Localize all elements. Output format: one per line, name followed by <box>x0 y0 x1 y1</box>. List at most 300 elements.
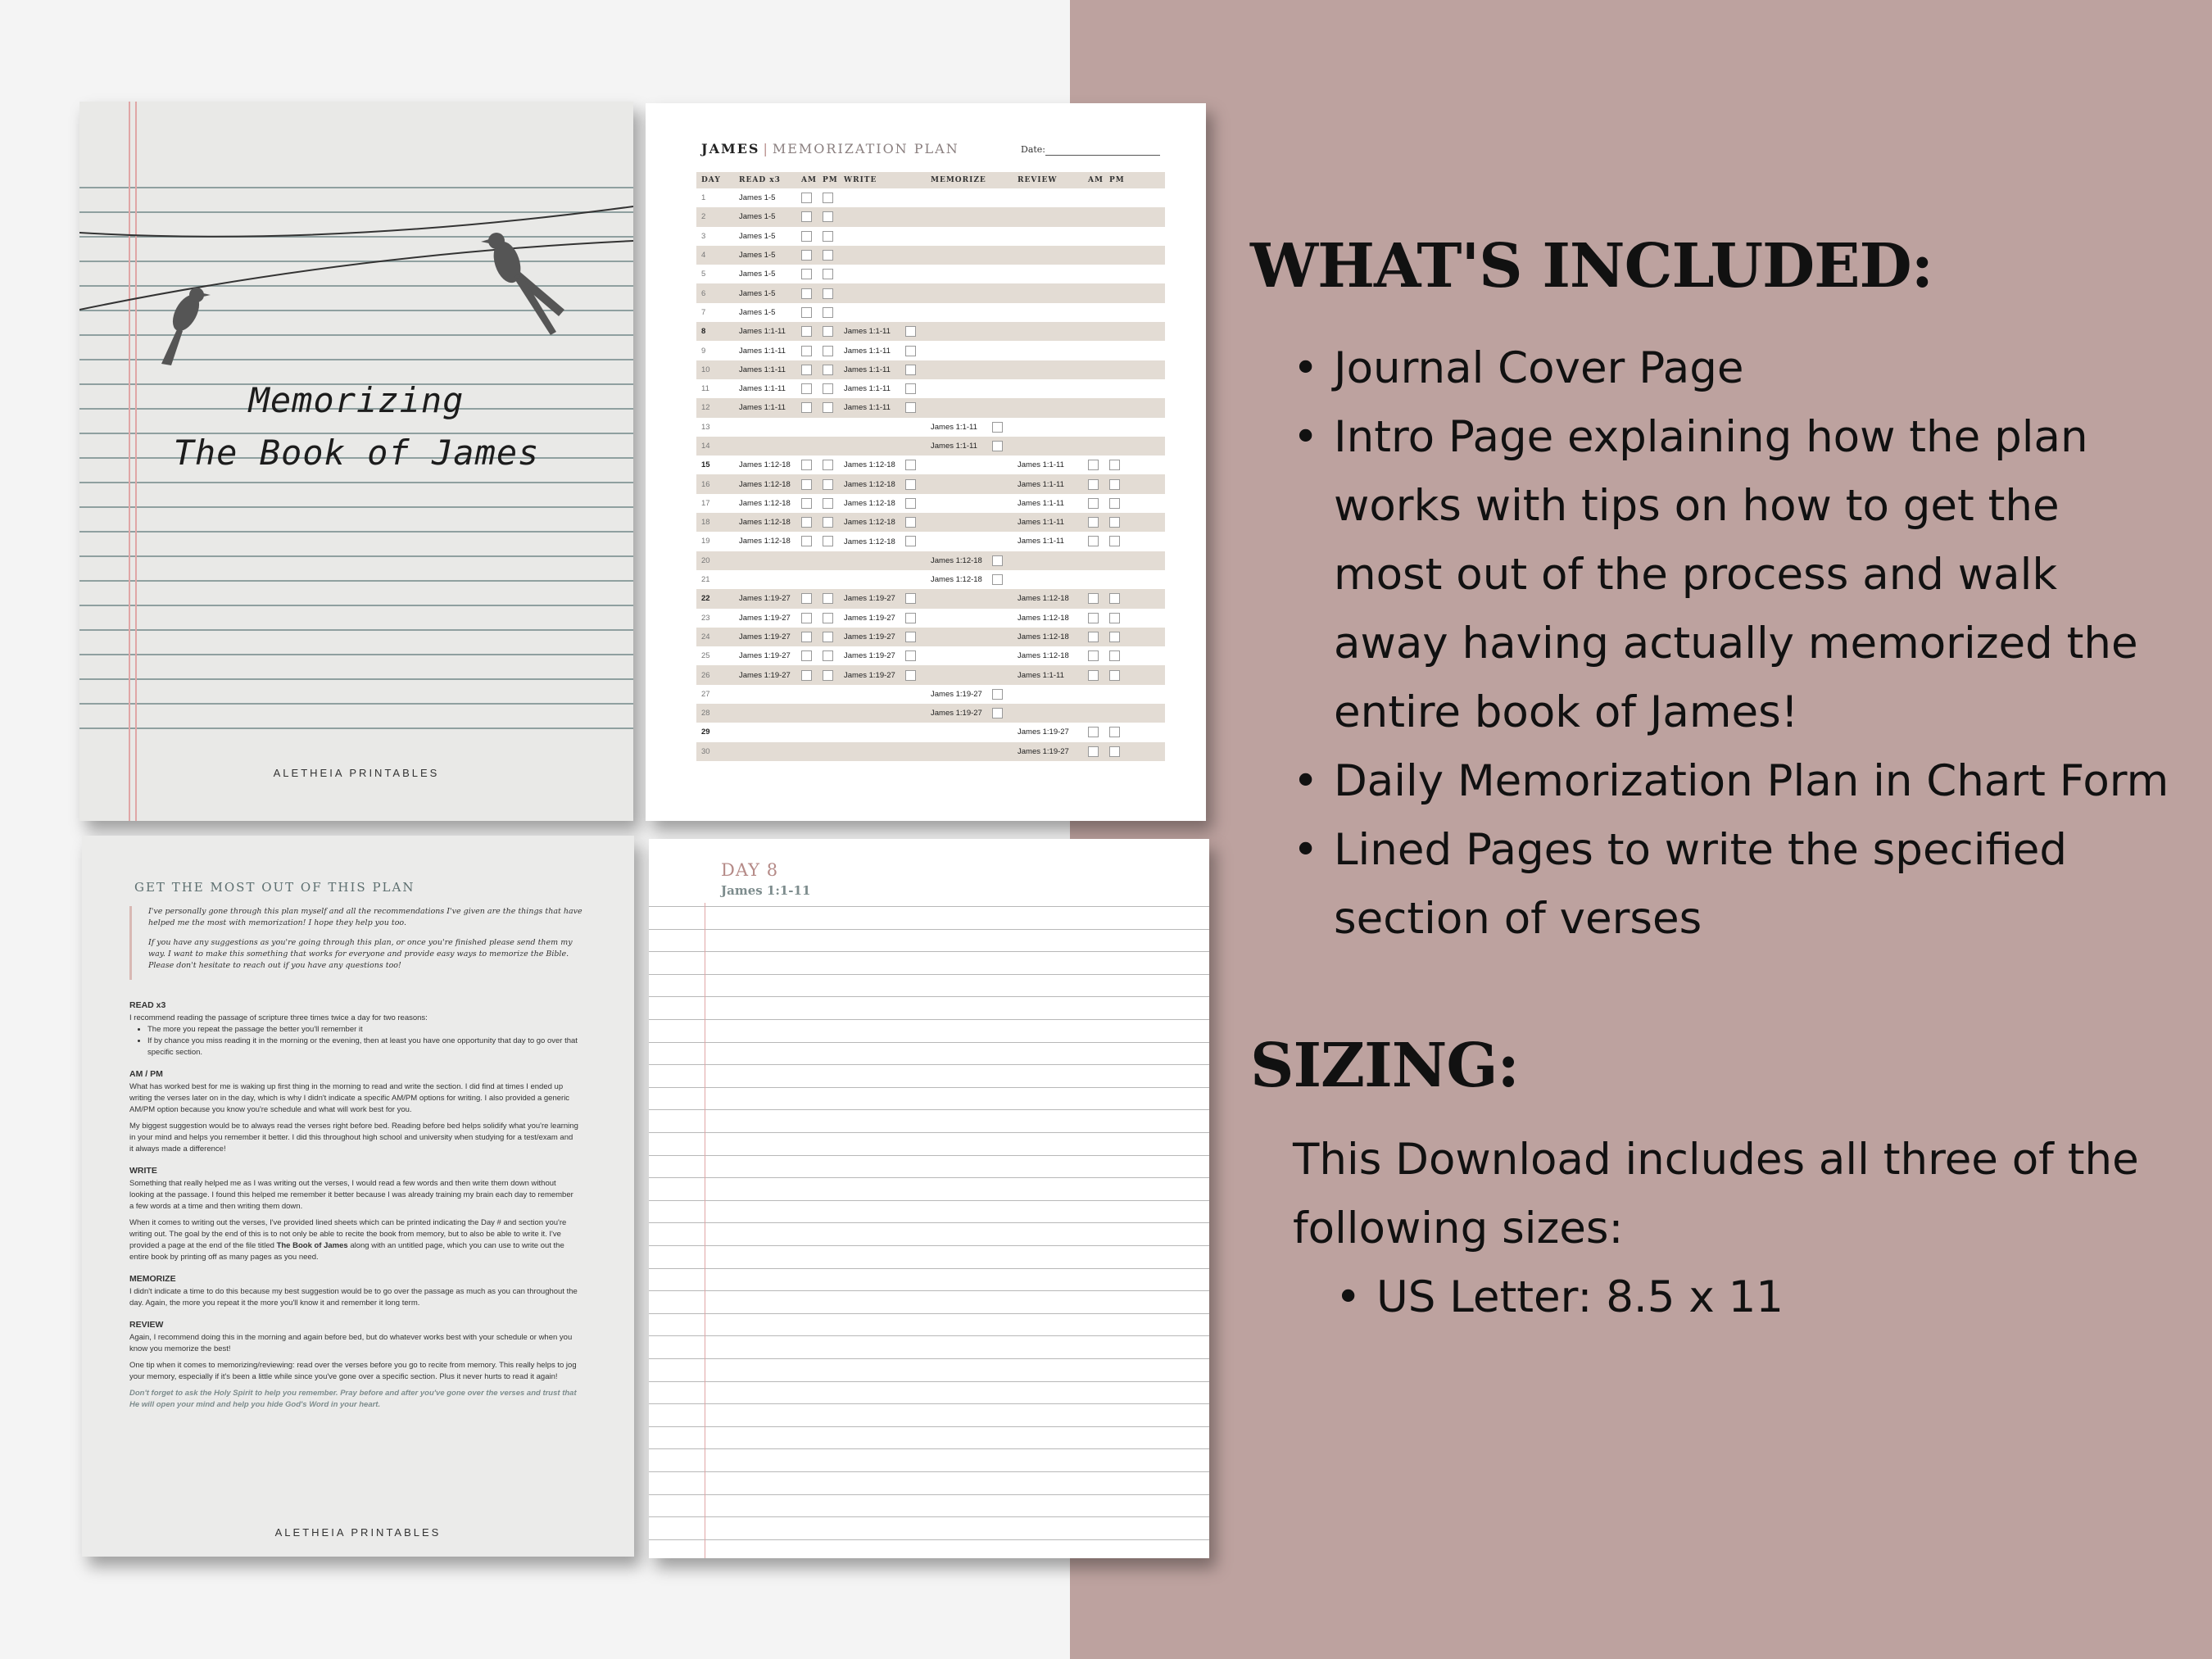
intro-page-preview <box>82 836 634 1557</box>
checkbox[interactable] <box>823 211 833 222</box>
plan-cell <box>818 513 839 532</box>
checkbox[interactable] <box>823 632 833 642</box>
checkbox[interactable] <box>823 383 833 394</box>
plan-cell <box>1104 303 1165 322</box>
checkbox[interactable] <box>801 250 812 261</box>
plan-cell <box>796 628 818 646</box>
write-value: James 1:1-11 <box>844 365 891 374</box>
plan-cell <box>818 532 839 551</box>
checkbox[interactable] <box>823 479 833 490</box>
checkbox[interactable] <box>992 689 1003 700</box>
plan-cell <box>926 437 1013 456</box>
writing-line <box>649 1516 1209 1517</box>
plan-cell <box>734 723 796 741</box>
column-header: PM <box>818 172 839 188</box>
plan-cell <box>926 341 1013 360</box>
plan-cell <box>1104 609 1165 628</box>
checkbox[interactable] <box>905 517 916 528</box>
checkbox[interactable] <box>905 536 916 546</box>
checkbox[interactable] <box>823 650 833 661</box>
checkbox[interactable] <box>1088 498 1099 509</box>
plan-cell <box>1083 494 1104 513</box>
plan-cell: James 1:12-18 <box>739 460 791 470</box>
writing-line <box>649 1064 1209 1065</box>
checkbox[interactable] <box>905 498 916 509</box>
plan-cell <box>1104 265 1165 283</box>
column-header: AM <box>796 172 818 188</box>
plan-cell <box>1104 646 1165 665</box>
checkbox[interactable] <box>1109 460 1120 470</box>
checkbox[interactable] <box>992 422 1003 433</box>
plan-cell <box>926 723 1013 741</box>
checkbox[interactable] <box>1088 593 1099 604</box>
plan-cell <box>796 570 818 589</box>
plan-cell: 21 <box>701 575 710 585</box>
cover-title-line-1: Memorizing <box>248 380 465 420</box>
plan-cell <box>796 494 818 513</box>
plan-cell <box>1104 456 1165 474</box>
writing-line <box>649 1109 1209 1110</box>
plan-cell <box>926 742 1013 761</box>
cover-page-preview <box>79 102 633 821</box>
plan-cell: James 1:12-18 <box>1013 628 1083 646</box>
memorize-text: I didn't indicate a time to do this because my best suggestion would be to go over the passage as much as you can throughout the day. Again, the more you repeat it the more you'll know it and remember it long term. <box>129 1287 578 1308</box>
writing-line <box>649 1200 1209 1201</box>
plan-cell: James 1:1-11 <box>1013 665 1083 684</box>
checkbox[interactable] <box>1088 632 1099 642</box>
memorize-value: James 1:1-11 <box>931 442 977 451</box>
plan-cell <box>839 303 926 322</box>
plan-cell <box>818 628 839 646</box>
column-header: DAY <box>696 172 734 188</box>
plan-cell <box>1083 704 1104 723</box>
checkbox[interactable] <box>801 517 812 528</box>
intro-heading: GET THE MOST OUT OF THIS PLAN <box>134 880 415 895</box>
column-header: PM <box>1104 172 1165 188</box>
checkbox[interactable] <box>823 250 833 261</box>
plan-row <box>696 360 1165 379</box>
plan-row <box>696 379 1165 398</box>
write-value: James 1:19-27 <box>844 651 895 661</box>
writing-line <box>649 1290 1209 1291</box>
plan-cell <box>926 589 1013 608</box>
checkbox[interactable] <box>823 365 833 375</box>
plan-cell <box>839 341 926 360</box>
plan-cell <box>818 665 839 684</box>
plan-cell: 11 <box>701 384 709 394</box>
plan-cell <box>1104 398 1165 417</box>
plan-row <box>696 551 1165 570</box>
plan-cell <box>796 704 818 723</box>
plan-cell <box>818 207 839 226</box>
section-title-review: REVIEW <box>129 1320 164 1330</box>
plan-cell <box>839 742 926 761</box>
plan-cell <box>1083 474 1104 493</box>
plan-cell <box>1104 628 1165 646</box>
checkbox[interactable] <box>801 365 812 375</box>
writing-line <box>649 974 1209 975</box>
write-value: James 1:19-27 <box>844 594 895 604</box>
checkbox[interactable] <box>905 632 916 642</box>
plan-cell <box>818 437 839 456</box>
plan-cell: 10 <box>696 360 734 379</box>
plan-cell <box>1104 685 1165 704</box>
plan-cell: 2 <box>696 207 734 226</box>
checkbox[interactable] <box>823 193 833 203</box>
plan-cell <box>1104 341 1165 360</box>
plan-cell <box>818 227 839 246</box>
checkbox[interactable] <box>823 326 833 337</box>
checkbox[interactable] <box>801 193 812 203</box>
sizing-heading: SIZING: <box>1250 1031 1519 1101</box>
write-value: James 1:12-18 <box>844 498 895 508</box>
plan-cell <box>734 551 796 570</box>
plan-cell <box>818 265 839 283</box>
plan-cell <box>839 437 926 456</box>
review-text-1: Again, I recommend doing this in the morning and again before bed, but do whatever works best with your schedule or when you know you memorize the best! <box>129 1333 573 1353</box>
checkbox[interactable] <box>823 346 833 356</box>
plan-cell <box>1013 303 1083 322</box>
plan-cell <box>796 665 818 684</box>
plan-cell <box>796 360 818 379</box>
writing-line <box>649 1245 1209 1246</box>
plan-cell: James 1:19-27 <box>739 613 791 623</box>
plan-cell <box>839 246 926 265</box>
date-line <box>1045 155 1160 156</box>
plan-row <box>696 246 1165 265</box>
closing-text: Don't forget to ask the Holy Spirit to help you remember. Pray before and after you've gone over the verses and trust that He will open your mind and help you hide God's Word in your heart. <box>129 1389 577 1409</box>
plan-cell <box>818 283 839 302</box>
checkbox[interactable] <box>905 670 916 681</box>
checkbox[interactable] <box>905 346 916 356</box>
plan-cell: 23 <box>701 613 710 623</box>
checkbox[interactable] <box>905 613 916 623</box>
plan-cell <box>1104 665 1165 684</box>
plan-cell <box>796 646 818 665</box>
checkbox[interactable] <box>801 460 812 470</box>
plan-cell <box>818 723 839 741</box>
checkbox[interactable] <box>823 307 833 318</box>
read-bullet-1: • The more you repeat the passage the better you'll remember it <box>147 1024 578 1036</box>
checkbox[interactable] <box>801 670 812 681</box>
plan-cell <box>1104 379 1165 398</box>
plan-cell <box>1013 398 1083 417</box>
plan-cell: James 1:12-18 <box>1018 651 1069 661</box>
plan-cell <box>1104 418 1165 437</box>
checkbox[interactable] <box>823 460 833 470</box>
checkbox[interactable] <box>1109 536 1120 546</box>
included-item: • Daily Memorization Plan in Chart Form <box>1293 747 2178 816</box>
plan-cell <box>1083 570 1104 589</box>
plan-title-book: JAMES <box>701 141 760 156</box>
plan-cell <box>734 418 796 437</box>
checkbox[interactable] <box>823 498 833 509</box>
plan-cell <box>926 188 1013 207</box>
checkbox[interactable] <box>801 479 812 490</box>
plan-cell <box>1083 723 1104 741</box>
plan-cell <box>818 494 839 513</box>
checkbox[interactable] <box>1109 650 1120 661</box>
checkbox[interactable] <box>992 555 1003 566</box>
plan-cell <box>796 303 818 322</box>
section-title-memorize: MEMORIZE <box>129 1274 176 1284</box>
writing-line <box>649 1494 1209 1495</box>
checkbox[interactable] <box>823 231 833 242</box>
checkbox[interactable] <box>1109 613 1120 623</box>
plan-cell <box>796 609 818 628</box>
plan-cell <box>926 494 1013 513</box>
plan-cell <box>926 551 1013 570</box>
plan-cell <box>839 513 926 532</box>
plan-row <box>696 418 1165 437</box>
plan-cell <box>1104 704 1165 723</box>
checkbox[interactable] <box>1088 517 1099 528</box>
plan-cell <box>1083 207 1104 226</box>
plan-cell <box>926 609 1013 628</box>
checkbox[interactable] <box>1109 670 1120 681</box>
checkbox[interactable] <box>1088 650 1099 661</box>
plan-cell <box>839 570 926 589</box>
checkbox[interactable] <box>801 307 812 318</box>
memorize-value: James 1:1-11 <box>931 422 977 432</box>
checkbox[interactable] <box>823 517 833 528</box>
plan-row <box>696 188 1165 207</box>
memorize-value: James 1:12-18 <box>931 575 982 585</box>
date-label: Date: <box>1021 144 1046 155</box>
checkbox[interactable] <box>801 536 812 546</box>
section-title-write: WRITE <box>129 1166 157 1176</box>
included-list <box>1293 334 2178 954</box>
lined-day-label: DAY 8 <box>721 860 779 880</box>
checkbox[interactable] <box>1088 460 1099 470</box>
column-header: REVIEW <box>1013 172 1083 188</box>
checkbox[interactable] <box>823 288 833 299</box>
checkbox[interactable] <box>801 211 812 222</box>
write-value: James 1:19-27 <box>844 632 895 641</box>
plan-cell <box>1013 418 1083 437</box>
checkbox[interactable] <box>905 479 916 490</box>
checkbox[interactable] <box>1109 632 1120 642</box>
intro-brand: ALETHEIA PRINTABLES <box>274 1526 442 1539</box>
plan-cell <box>1013 283 1083 302</box>
checkbox[interactable] <box>801 650 812 661</box>
write-value: James 1:1-11 <box>844 384 891 394</box>
plan-cell <box>1083 360 1104 379</box>
checkbox[interactable] <box>1088 536 1099 546</box>
plan-row <box>696 474 1165 493</box>
checkbox[interactable] <box>1088 670 1099 681</box>
checkbox[interactable] <box>905 402 916 413</box>
checkbox[interactable] <box>801 632 812 642</box>
plan-cell <box>926 398 1013 417</box>
plan-cell: James 1:19-27 <box>1013 742 1083 761</box>
plan-cell: 12 <box>696 398 734 417</box>
writing-line <box>649 996 1209 997</box>
plan-cell <box>818 456 839 474</box>
plan-row <box>696 227 1165 246</box>
checkbox[interactable] <box>823 613 833 623</box>
plan-cell <box>926 456 1013 474</box>
checkbox[interactable] <box>992 574 1003 585</box>
writing-line <box>649 1539 1209 1540</box>
checkbox[interactable] <box>1088 613 1099 623</box>
plan-cell: James 1-5 <box>739 270 776 279</box>
plan-table <box>696 172 1165 761</box>
plan-cell <box>839 628 926 646</box>
plan-cell <box>839 207 926 226</box>
plan-cell: James 1:19-27 <box>734 665 796 684</box>
checkbox[interactable] <box>823 536 833 546</box>
plan-cell: James 1:12-18 <box>1013 589 1083 608</box>
plan-cell: 5 <box>701 270 706 279</box>
read-bullets <box>129 1024 578 1058</box>
checkbox[interactable] <box>801 269 812 279</box>
intro-body <box>129 990 578 1416</box>
plan-cell: 7 <box>701 307 706 317</box>
checkbox[interactable] <box>905 383 916 394</box>
plan-cell <box>839 665 926 684</box>
section-title-ampm: AM / PM <box>129 1069 163 1079</box>
plan-cell: 14 <box>696 437 734 456</box>
plan-row <box>696 207 1165 226</box>
plan-cell <box>818 322 839 341</box>
writing-line <box>649 1448 1209 1449</box>
checkbox[interactable] <box>905 326 916 337</box>
checkbox[interactable] <box>905 593 916 604</box>
included-heading: WHAT'S INCLUDED: <box>1250 231 1933 301</box>
plan-cell <box>1013 685 1083 704</box>
plan-cell: James 1-5 <box>739 193 776 203</box>
column-header: WRITE <box>839 172 926 188</box>
plan-cell <box>1013 360 1083 379</box>
plan-cell <box>1013 379 1083 398</box>
plan-cell: 25 <box>701 651 710 661</box>
plan-cell <box>796 283 818 302</box>
checkbox[interactable] <box>823 670 833 681</box>
write-value: James 1:19-27 <box>844 613 895 623</box>
plan-cell <box>1083 341 1104 360</box>
plan-cell <box>818 303 839 322</box>
plan-cell <box>818 341 839 360</box>
plan-cell: 16 <box>696 474 734 493</box>
plan-cell <box>1013 551 1083 570</box>
checkbox[interactable] <box>801 346 812 356</box>
plan-row <box>696 609 1165 628</box>
plan-cell: 19 <box>701 537 710 546</box>
checkbox[interactable] <box>1109 593 1120 604</box>
plan-cell <box>1104 589 1165 608</box>
write-value: James 1:12-18 <box>844 518 895 528</box>
memorize-value: James 1:19-27 <box>931 689 982 699</box>
read-bullet-2: • If by chance you miss reading it in the morning or the evening, then at least you have one opportunity that day to go over that specific section. <box>147 1036 578 1058</box>
plan-cell: 15 <box>701 460 710 470</box>
checkbox[interactable] <box>801 402 812 413</box>
checkbox[interactable] <box>801 593 812 604</box>
plan-cell: 27 <box>701 689 710 699</box>
checkbox[interactable] <box>1109 498 1120 509</box>
plan-cell <box>1104 227 1165 246</box>
plan-cell <box>1104 246 1165 265</box>
column-header: AM <box>1083 172 1104 188</box>
write-value: James 1:12-18 <box>844 460 895 470</box>
checkbox[interactable] <box>1088 746 1099 757</box>
plan-cell <box>1104 360 1165 379</box>
checkbox[interactable] <box>992 441 1003 451</box>
writing-line <box>649 1155 1209 1156</box>
plan-row <box>696 628 1165 646</box>
checkbox[interactable] <box>1109 479 1120 490</box>
plan-cell <box>926 570 1013 589</box>
checkbox[interactable] <box>1109 517 1120 528</box>
checkbox[interactable] <box>823 402 833 413</box>
plan-cell <box>839 265 926 283</box>
checkbox[interactable] <box>823 593 833 604</box>
plan-cell <box>796 322 818 341</box>
sizing-item: • US Letter: 8.5 x 11 <box>1335 1263 2155 1332</box>
plan-cell <box>1104 551 1165 570</box>
memorize-value: James 1:12-18 <box>931 555 982 565</box>
checkbox[interactable] <box>1109 727 1120 737</box>
checkbox[interactable] <box>823 269 833 279</box>
plan-cell <box>1013 437 1083 456</box>
plan-cell <box>1013 322 1083 341</box>
plan-cell: James 1:19-27 <box>1018 728 1069 737</box>
plan-cell <box>1104 283 1165 302</box>
checkbox[interactable] <box>801 383 812 394</box>
plan-cell <box>796 437 818 456</box>
plan-cell: 9 <box>701 346 706 356</box>
plan-cell <box>839 283 926 302</box>
write-value: James 1:19-27 <box>844 670 895 680</box>
plan-cell <box>926 685 1013 704</box>
plan-cell <box>818 474 839 493</box>
plan-cell: 3 <box>701 231 706 241</box>
checkbox[interactable] <box>801 288 812 299</box>
plan-cell: 4 <box>696 246 734 265</box>
checkbox[interactable] <box>992 708 1003 718</box>
plan-row <box>696 685 1165 704</box>
checkbox[interactable] <box>1088 479 1099 490</box>
plan-row <box>696 646 1165 665</box>
writing-line <box>649 951 1209 952</box>
plan-cell <box>1104 207 1165 226</box>
plan-cell: 1 <box>701 193 706 203</box>
plan-cell <box>734 704 796 723</box>
plan-cell: James 1:1-11 <box>1013 513 1083 532</box>
checkbox[interactable] <box>905 650 916 661</box>
plan-cell: James 1:1-11 <box>734 322 796 341</box>
checkbox[interactable] <box>801 231 812 242</box>
plan-cell: 17 <box>701 498 710 508</box>
checkbox[interactable] <box>1088 727 1099 737</box>
write-text-2 <box>129 1217 578 1263</box>
plan-title-rest: MEMORIZATION PLAN <box>772 141 959 156</box>
plan-cell: 24 <box>696 628 734 646</box>
checkbox[interactable] <box>1109 746 1120 757</box>
checkbox[interactable] <box>801 613 812 623</box>
checkbox[interactable] <box>801 498 812 509</box>
plan-cell <box>734 570 796 589</box>
checkbox[interactable] <box>905 365 916 375</box>
plan-cell <box>796 532 818 551</box>
plan-cell: James 1-5 <box>734 283 796 302</box>
writing-line <box>649 1132 1209 1133</box>
writing-line <box>649 1019 1209 1020</box>
checkbox[interactable] <box>801 326 812 337</box>
plan-cell <box>796 398 818 417</box>
checkbox[interactable] <box>905 460 916 470</box>
plan-cell <box>1013 246 1083 265</box>
